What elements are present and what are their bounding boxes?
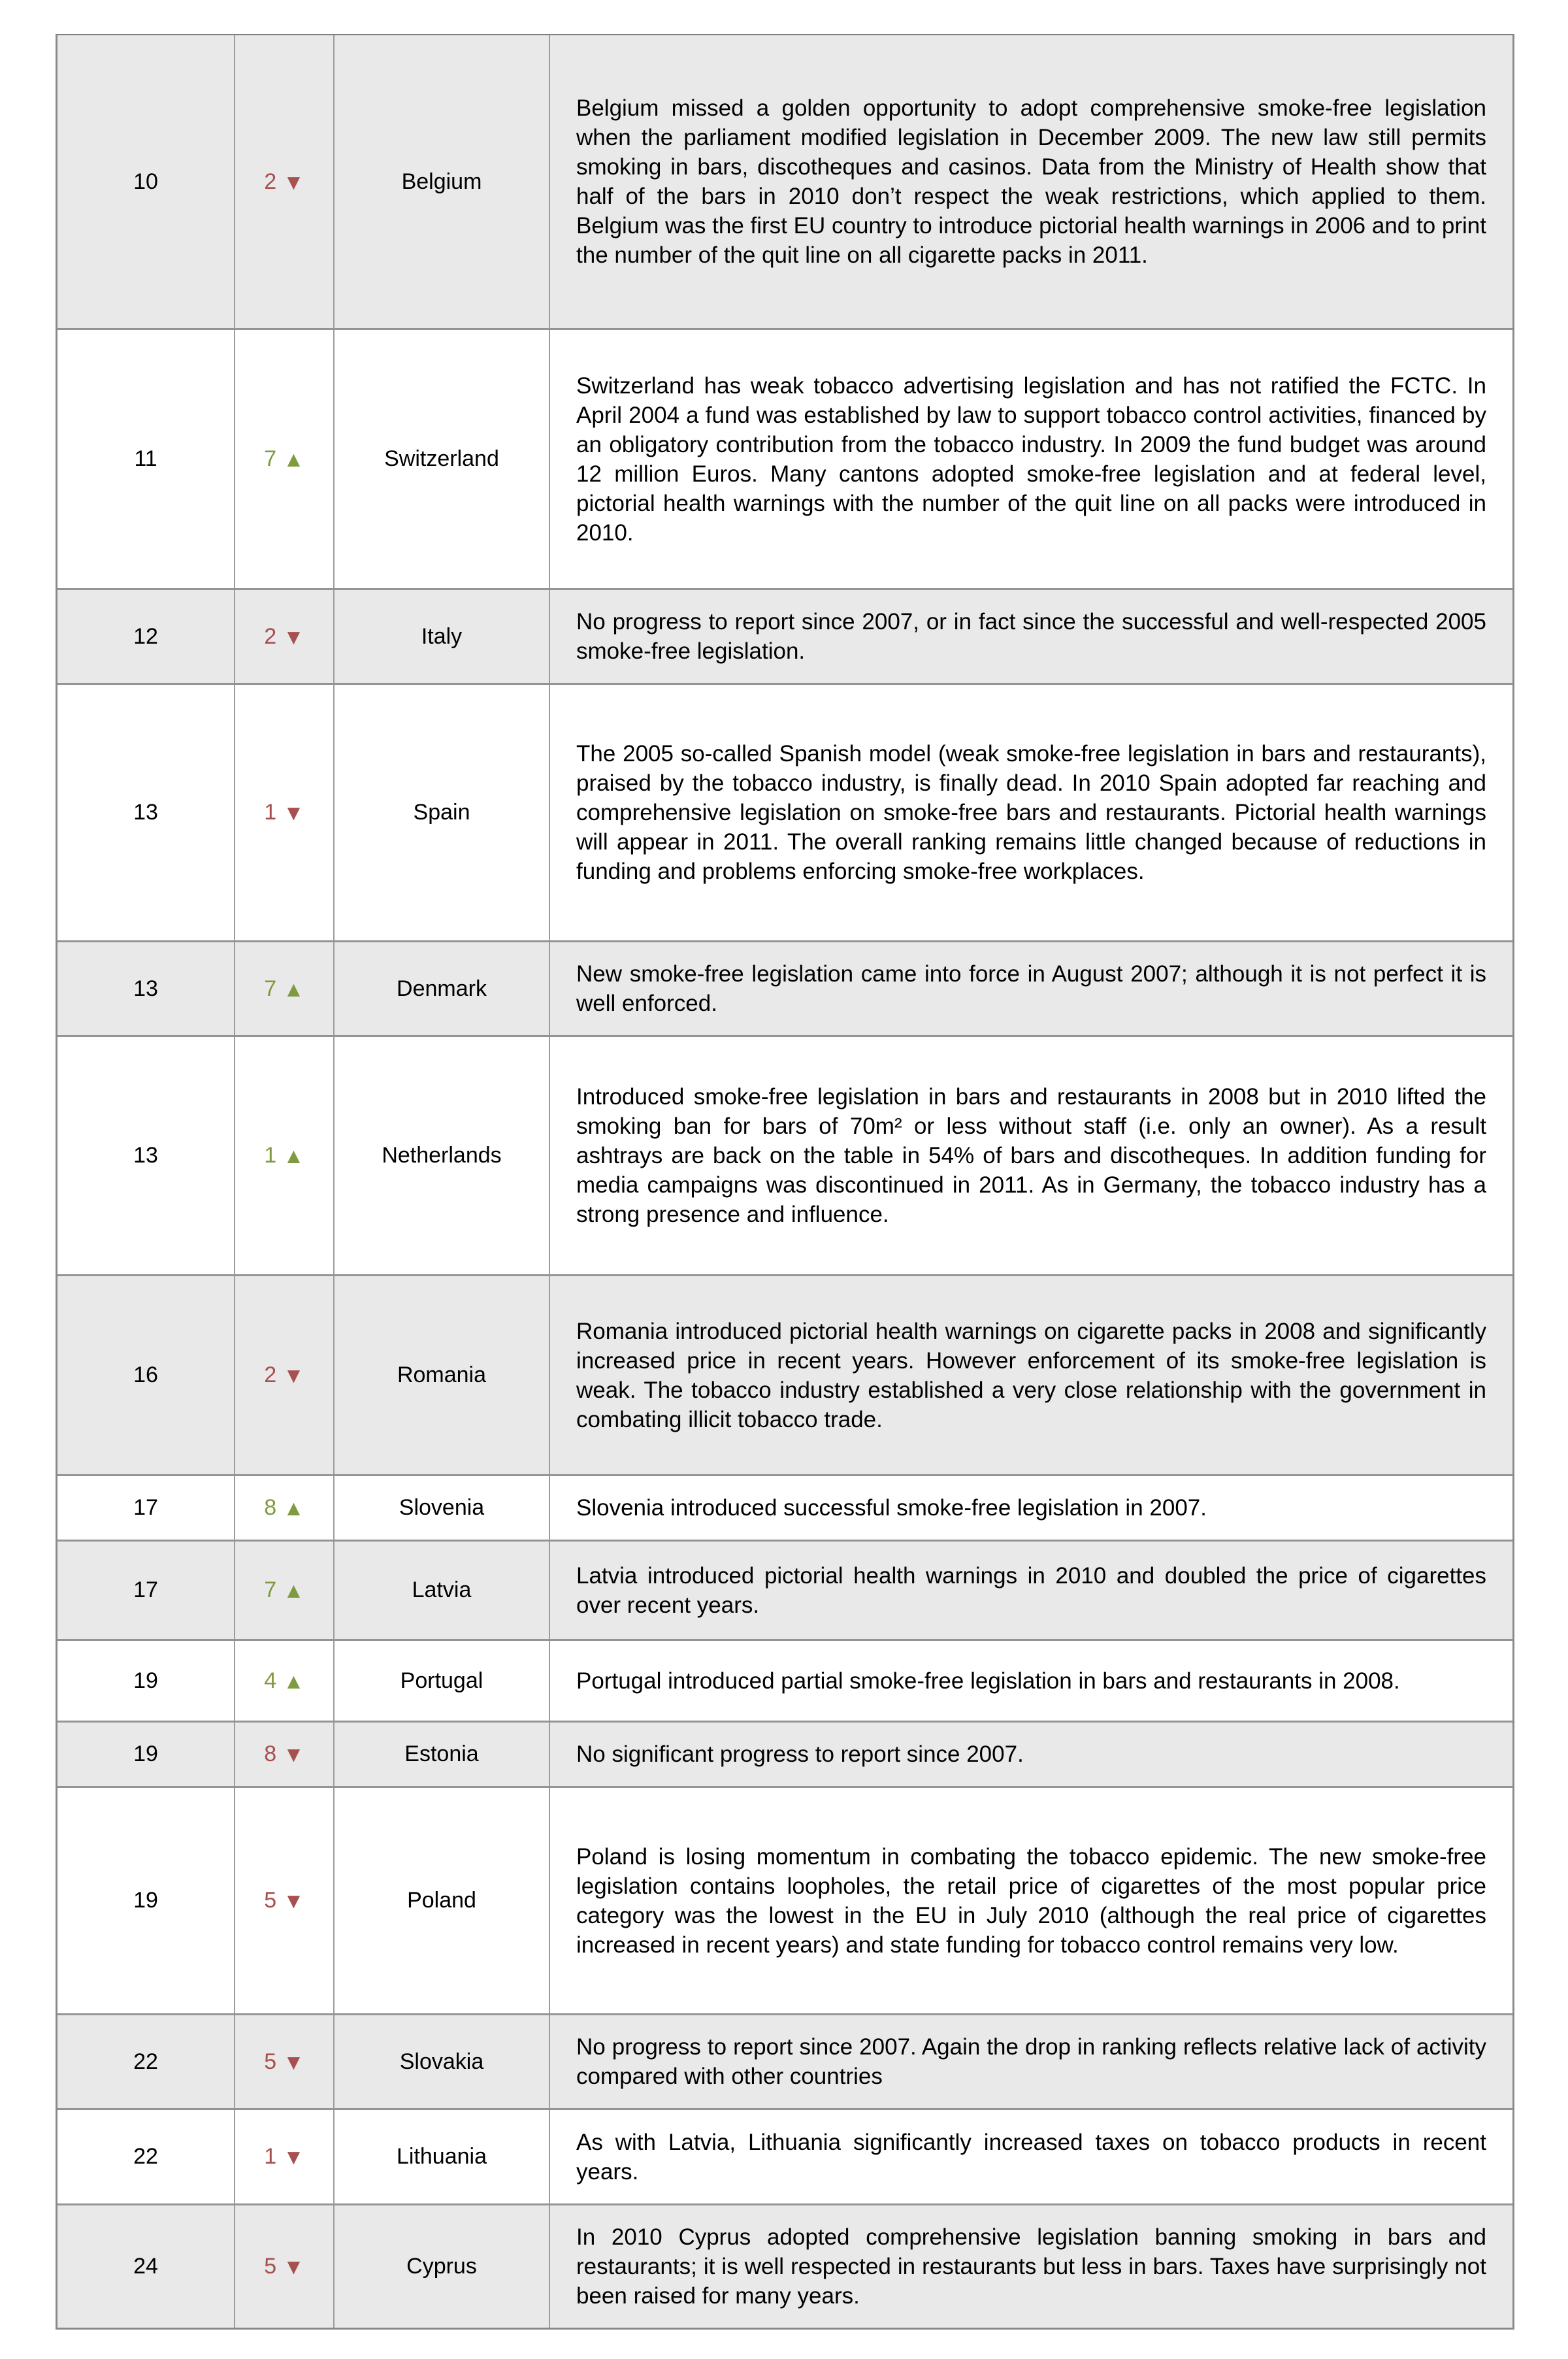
- rank-value: 22: [133, 2144, 158, 2169]
- rank-value: 24: [133, 2254, 158, 2279]
- rank-change-value: 5: [264, 2254, 277, 2279]
- rank-change-value: 1: [264, 800, 277, 825]
- description-text: Belgium missed a golden opportunity to adopt comprehensive smoke-free legislation when the parliament modified legislation in December 2009. The new law still permits smoking in bars, discotheques and casinos. Data from the Ministry of Health show that half of the bars in 2010 don’t respect the weak restrictions, which applied to them. Belgium was the first EU country to introduce pictorial health warnings in 2006 and to print the number of the quit line on all cigarette packs in 2011.: [576, 95, 1486, 268]
- country-cell: [333, 1641, 549, 1721]
- description-cell: [549, 1723, 1512, 1786]
- arrow-up-icon: ▲: [283, 1668, 304, 1693]
- rank-change-cell: [234, 2110, 333, 2203]
- rank-cell: [57, 1476, 234, 1540]
- table-row: [57, 1474, 1512, 1540]
- description-text: Poland is losing momentum in combating the tobacco epidemic. The new smoke-free legislation contains loopholes, the retail price of cigarettes of the most popular price category was the lowest in the EU in July 2010 (although the real price of cigarettes increased in recent years) and state funding for tobacco control remains very low.: [576, 1843, 1486, 1958]
- rank-value: 22: [133, 2049, 158, 2074]
- table-row: [57, 1540, 1512, 1639]
- rank-cell: [57, 2015, 234, 2108]
- arrow-down-icon: ▼: [283, 624, 304, 649]
- country-name: Slovakia: [399, 2049, 484, 2074]
- table-row: [57, 683, 1512, 940]
- description-text: The 2005 so-called Spanish model (weak smoke-free legislation in bars and restaurants), praised by the tobacco industry, is finally dead. In 2010 Spain adopted far reaching and comprehensive legislation on smoke-free bars and restaurants. Pictorial health warnings will appear in 2011. The overall ranking remains little changed because of reductions in funding and problems enforcing smoke-free workplaces.: [576, 741, 1486, 884]
- arrow-down-icon: ▼: [283, 169, 304, 194]
- country-cell: [333, 2015, 549, 2108]
- arrow-down-icon: ▼: [283, 1889, 304, 1913]
- table-row: [57, 1639, 1512, 1721]
- rank-change-cell: [234, 1476, 333, 1540]
- description-cell: [549, 590, 1512, 683]
- table-row: [57, 1274, 1512, 1474]
- description-text: New smoke-free legislation came into force in August 2007; although it is not perfect it is well enforced.: [576, 961, 1486, 1016]
- description-text: In 2010 Cyprus adopted comprehensive legislation banning smoking in bars and restaurants; it is well respected in restaurants but less in bars. Taxes have surprisingly not been raised for many years.: [576, 2224, 1486, 2309]
- rank-value: 19: [133, 1888, 158, 1913]
- description-text: No progress to report since 2007, or in fact since the successful and well-respected 2005 smoke-free legislation.: [576, 609, 1486, 664]
- description-cell: [549, 1037, 1512, 1274]
- arrow-down-icon: ▼: [283, 800, 304, 825]
- rank-change-value: 2: [264, 169, 277, 194]
- rank-change-cell: [234, 2015, 333, 2108]
- rank-change-value: 7: [264, 976, 277, 1001]
- table-row: [57, 2013, 1512, 2108]
- arrow-up-icon: ▲: [283, 976, 304, 1001]
- country-cell: [333, 2110, 549, 2203]
- country-name: Romania: [397, 1362, 487, 1387]
- description-cell: [549, 2205, 1512, 2328]
- description-text: Romania introduced pictorial health warnings on cigarette packs in 2008 and significantly increased price in recent years. However enforcement of its smoke-free legislation is weak. The tobacco industry established a very close relationship with the government in combating illicit tobacco trade.: [576, 1318, 1486, 1432]
- rank-change-cell: [234, 35, 333, 328]
- description-cell: [549, 2110, 1512, 2203]
- rank-cell: [57, 2205, 234, 2328]
- country-cell: [333, 942, 549, 1035]
- description-cell: [549, 942, 1512, 1035]
- description-cell: [549, 685, 1512, 940]
- rank-change-cell: [234, 1542, 333, 1639]
- rank-change-value: 2: [264, 1362, 277, 1387]
- rank-value: 10: [133, 169, 158, 194]
- arrow-up-icon: ▲: [283, 1496, 304, 1520]
- rank-cell: [57, 1037, 234, 1274]
- country-cell: [333, 1476, 549, 1540]
- rank-value: 13: [133, 976, 158, 1001]
- table-row: [57, 1721, 1512, 1786]
- country-cell: [333, 330, 549, 588]
- description-cell: [549, 1788, 1512, 2013]
- rank-cell: [57, 1723, 234, 1786]
- country-name: Netherlands: [382, 1143, 502, 1168]
- rank-change-value: 1: [264, 2144, 277, 2169]
- rank-value: 19: [133, 1741, 158, 1766]
- description-cell: [549, 1476, 1512, 1540]
- arrow-up-icon: ▲: [283, 1578, 304, 1602]
- rank-cell: [57, 942, 234, 1035]
- description-cell: [549, 2015, 1512, 2108]
- rank-cell: [57, 1641, 234, 1721]
- rank-change-cell: [234, 942, 333, 1035]
- country-cell: [333, 1542, 549, 1639]
- description-text: Latvia introduced pictorial health warnings in 2010 and doubled the price of cigarettes over recent years.: [576, 1562, 1486, 1618]
- table-row: [57, 588, 1512, 683]
- country-name: Portugal: [400, 1668, 483, 1693]
- description-text: Switzerland has weak tobacco advertising legislation and has not ratified the FCTC. In April 2004 a fund was established by law to support tobacco control activities, financed by an obligatory contribution from the tobacco industry. In 2009 the fund budget was around 12 million Euros. Many cantons adopted smoke-free legislation and at federal level, pictorial health warnings with the number of the quit line on all packs were introduced in 2010.: [576, 372, 1486, 546]
- description-text: Introduced smoke-free legislation in bars and restaurants in 2008 but in 2010 lifted the smoking ban for bars of 70m² or less without staff (i.e. only an owner). As a result ashtrays are back on the table in 54% of bars and discotheques. In addition funding for media campaigns was discontinued in 2011. As in Germany, the tobacco industry has a strong presence and influence.: [576, 1084, 1486, 1227]
- rank-change-cell: [234, 590, 333, 683]
- country-cell: [333, 2205, 549, 2328]
- country-cell: [333, 1723, 549, 1786]
- arrow-down-icon: ▼: [283, 1363, 304, 1387]
- table-row: [57, 940, 1512, 1035]
- rank-change-value: 8: [264, 1495, 277, 1520]
- rank-change-value: 5: [264, 1888, 277, 1913]
- country-name: Belgium: [401, 169, 482, 194]
- description-text: Portugal introduced partial smoke-free legislation in bars and restaurants in 2008.: [576, 1668, 1400, 1694]
- rank-value: 11: [134, 446, 157, 471]
- country-cell: [333, 685, 549, 940]
- country-cell: [333, 1037, 549, 1274]
- description-text: Slovenia introduced successful smoke-free legislation in 2007.: [576, 1495, 1207, 1521]
- rank-change-value: 2: [264, 623, 277, 649]
- arrow-up-icon: ▲: [283, 447, 304, 471]
- country-ranking-table: [56, 34, 1514, 2330]
- arrow-down-icon: ▼: [283, 2254, 304, 2279]
- country-name: Denmark: [397, 976, 487, 1001]
- table-row: [57, 1786, 1512, 2013]
- rank-change-cell: [234, 1788, 333, 2013]
- description-text: As with Latvia, Lithuania significantly increased taxes on tobacco products in recent years.: [576, 2129, 1486, 2185]
- rank-change-value: 8: [264, 1741, 277, 1766]
- rank-change-value: 7: [264, 446, 277, 471]
- rank-change-cell: [234, 1276, 333, 1474]
- arrow-down-icon: ▼: [283, 2145, 304, 2169]
- table-row: [57, 328, 1512, 588]
- description-text: No progress to report since 2007. Again the drop in ranking reflects relative lack of activity compared with other countries: [576, 2034, 1486, 2089]
- country-name: Cyprus: [406, 2254, 477, 2279]
- rank-change-value: 4: [264, 1668, 277, 1693]
- rank-value: 17: [133, 1495, 158, 1520]
- rank-value: 12: [133, 623, 158, 649]
- country-name: Latvia: [412, 1577, 472, 1602]
- rank-cell: [57, 2110, 234, 2203]
- table-row: [57, 1035, 1512, 1274]
- country-name: Estonia: [404, 1741, 479, 1766]
- country-name: Spain: [413, 800, 470, 825]
- country-name: Switzerland: [384, 446, 499, 471]
- rank-cell: [57, 330, 234, 588]
- table-row: [57, 2108, 1512, 2203]
- description-cell: [549, 1276, 1512, 1474]
- description-cell: [549, 1641, 1512, 1721]
- country-cell: [333, 590, 549, 683]
- rank-value: 16: [133, 1362, 158, 1387]
- rank-change-cell: [234, 685, 333, 940]
- rank-value: 13: [133, 800, 158, 825]
- rank-value: 17: [133, 1577, 158, 1602]
- rank-change-cell: [234, 2205, 333, 2328]
- country-cell: [333, 1276, 549, 1474]
- description-cell: [549, 330, 1512, 588]
- country-name: Slovenia: [399, 1495, 485, 1520]
- table-row: [57, 2203, 1512, 2328]
- rank-change-cell: [234, 1037, 333, 1274]
- country-cell: [333, 35, 549, 328]
- rank-change-value: 5: [264, 2049, 277, 2074]
- rank-change-cell: [234, 1641, 333, 1721]
- country-name: Italy: [421, 623, 463, 649]
- rank-change-cell: [234, 330, 333, 588]
- country-cell: [333, 1788, 549, 2013]
- rank-change-cell: [234, 1723, 333, 1786]
- arrow-up-icon: ▲: [283, 1144, 304, 1168]
- description-text: No significant progress to report since 2007.: [576, 1741, 1024, 1767]
- description-cell: [549, 35, 1512, 328]
- rank-cell: [57, 1788, 234, 2013]
- rank-cell: [57, 1542, 234, 1639]
- rank-cell: [57, 1276, 234, 1474]
- description-cell: [549, 1542, 1512, 1639]
- rank-cell: [57, 590, 234, 683]
- arrow-down-icon: ▼: [283, 2049, 304, 2074]
- rank-cell: [57, 35, 234, 328]
- country-name: Poland: [407, 1888, 476, 1913]
- rank-change-value: 7: [264, 1577, 277, 1602]
- country-name: Lithuania: [396, 2144, 487, 2169]
- rank-change-value: 1: [264, 1143, 277, 1168]
- rank-value: 13: [133, 1143, 158, 1168]
- rank-value: 19: [133, 1668, 158, 1693]
- arrow-down-icon: ▼: [283, 1742, 304, 1766]
- rank-cell: [57, 685, 234, 940]
- table-row: [57, 35, 1512, 328]
